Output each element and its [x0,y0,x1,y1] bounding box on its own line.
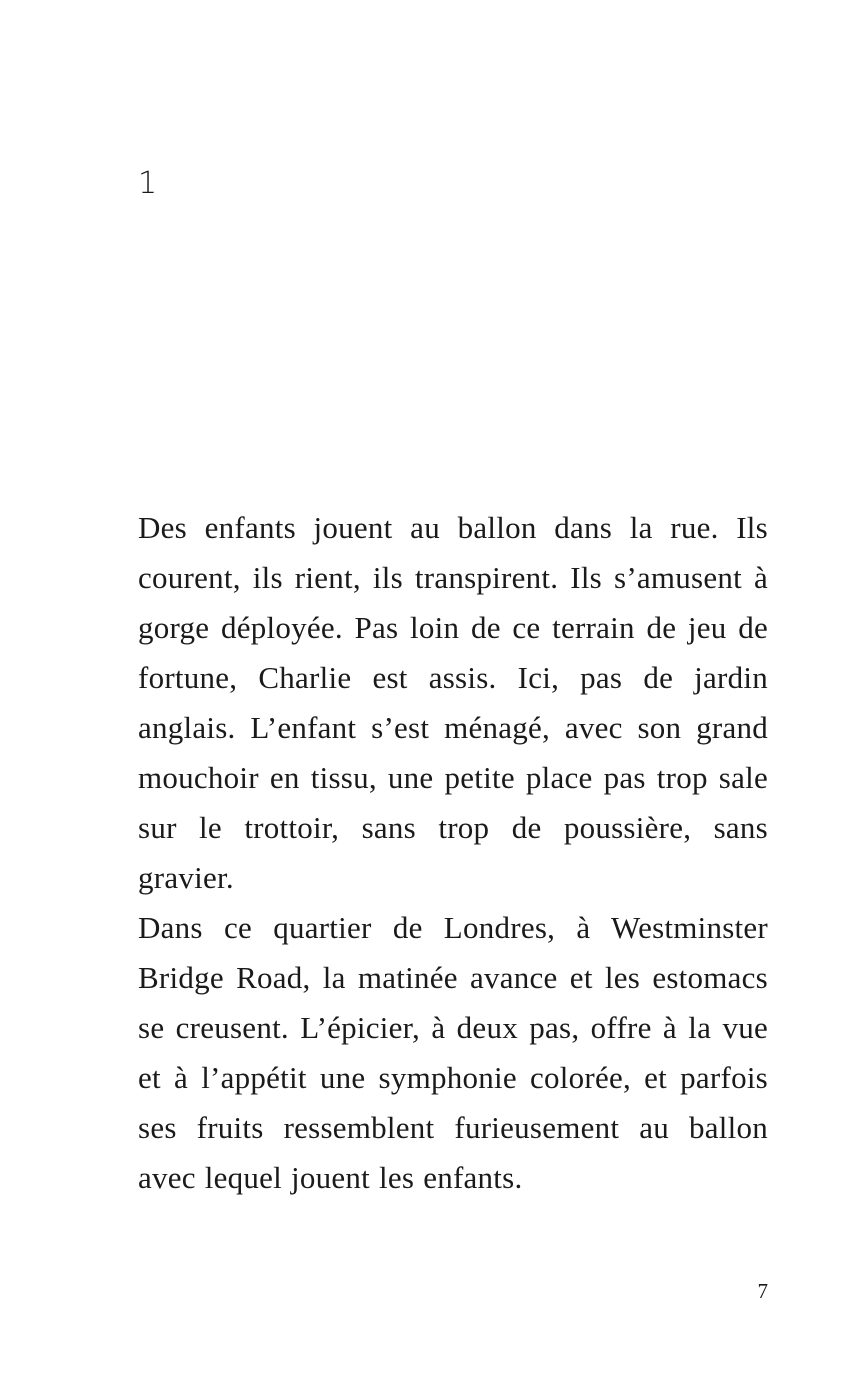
page-number: 7 [757,1279,768,1303]
chapter-body [138,503,768,1203]
chapter-number: 1 [138,166,158,201]
paragraph-1: Des enfants jouent au ballon dans la rue. Ils courent, ils rient, ils transpirent. Ils s’amusent à gorge déployée. Pas loin de ce terrain de jeu de fortune, Charlie est assis. Ici, pas de jardin anglais. L’enfant s’est ménagé, avec son grand mouchoir en tissu, une petite place pas trop sale sur le trottoir, sans trop de poussière, sans gravier. [138,510,768,895]
paragraph-2: Dans ce quartier de Londres, à Westminster Bridge Road, la matinée avance et les estomacs se creusent. L’épicier, à deux pas, offre à la vue et à l’appétit une symphonie colorée, et parfois ses fruits ressemblent furieusement au ballon avec lequel jouent les enfants. [138,910,768,1195]
